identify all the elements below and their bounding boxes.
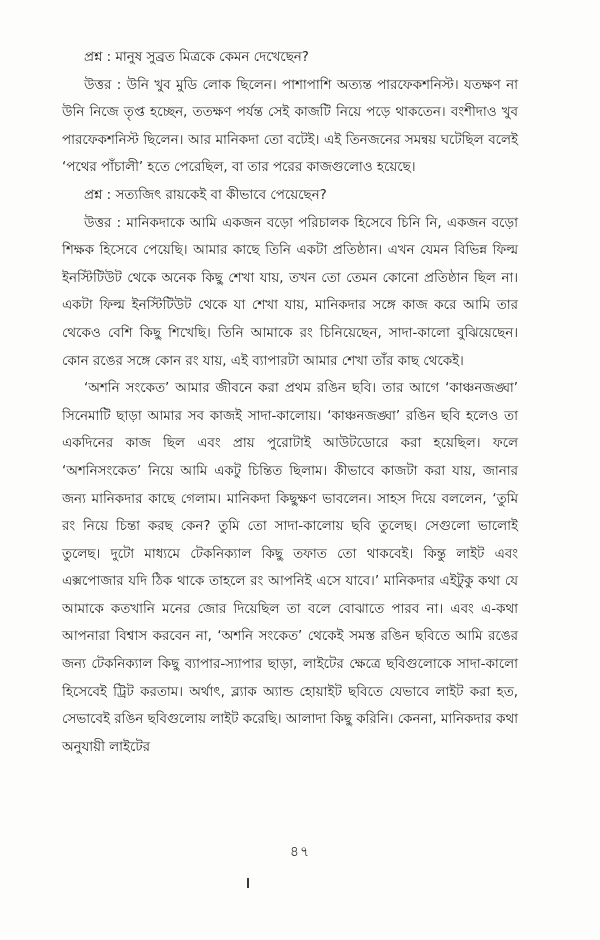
- question-paragraph: প্রশ্ন : সত্যজিৎ রায়কেই বা কীভাবে পেয়েছেন?: [84, 187, 327, 203]
- answer-paragraph: উত্তর : মানিকদাকে আমি একজন বড়ো পরিচালক হিসেবে চিনি নি, একজন বড়ো শিক্ষক হিসেবে পেয়েছি। আমার কাছে তিনি একটা প্রতিষ্ঠান। এখন যেমন বিভিন্ন ফিল্ম ইনস্টিটিউট থেকে অনেক কিছু শেখা যায়, তখন তো তেমন কোনো প্রতিষ্ঠান ছিল না। একটা ফিল্ম ইনস্টিটিউট থেকে যা শেখা যায়, মানিকদার সঙ্গে কাজ করে আমি তার থেকেও বেশি কিছু শিখেছি। তিনি আমাকে রং চিনিয়েছেন, সাদা-কালো বুঝিয়েছেন। কোন রঙের সঙ্গে কোন রং যায়, এই ব্যাপারটা আমার শেখা তাঁর কাছ থেকেই।: [62, 215, 518, 369]
- body-text: [62, 44, 518, 761]
- question-paragraph: প্রশ্ন : মানুষ সুব্রত মিত্রকে কেমন দেখেছেন?: [84, 50, 309, 65]
- print-mark: [247, 878, 249, 888]
- answer-paragraph: উত্তর : উনি খুব মুডি লোক ছিলেন। পাশাপাশি অত্যন্ত পারফেকশনিস্ট। যতক্ষণ না উনি নিজে তৃপ্ত হচ্ছেন, ততক্ষণ পর্যন্ত সেই কাজটি নিয়ে পড়ে থাকতেন। বংশীদাও খুব পারফেকশনিস্ট ছিলেন। আর মানিকদা তো বটেই। এই তিনজনের সমন্বয় ঘটেছিল বলেই ‘পথের পাঁচালী’ হতে পেরেছিল, বা তার পরের কাজগুলোও হয়েছে।: [62, 77, 518, 176]
- page-number: ৪৭: [289, 844, 311, 860]
- body-paragraph: ‘অশনি সংকেত’ আমার জীবনে করা প্রথম রঙিন ছবি। তার আগে ‘কাঞ্চনজঙ্ঘা’ সিনেমাটি ছাড়া আমার সব কাজই সাদা-কালোয়। ‘কাঞ্চনজঙ্ঘা’ রঙিন ছবি হলেও তা একদিনের কাজ ছিল এবং প্রায় পুরোটাই আউটডোরে করা হয়েছিল। ফলে ‘অশনিসংকেত’ নিয়ে আমি একটু চিন্তিত ছিলাম। কীভাবে কাজটা করা যায়, জানার জন্য মানিকদার কাছে গেলাম। মানিকদা কিছুক্ষণ ভাবলেন। সাহস দিয়ে বললেন, ‘তুমি রং নিয়ে চিন্তা করছ কেন? তুমি তো সাদা-কালোয় ছবি তুলেছ। সেগুলো ভালোই তুলেছ। দুটো মাধ্যমে টেকনিক্যাল কিছু তফাত তো থাকবেই। কিন্তু লাইট এবং এক্সপোজার যদি ঠিক থাকে তাহলে রং আপনিই এসে যাবে।’ মানিকদার এইটুকু কথা যে আমাকে কতখানি মনের জোর দিয়েছিল তা বলে বোঝাতে পারব না। এবং এ-কথা আপনারা বিশ্বাস করবেন না, ‘অশনি সংকেত’ থেকেই সমস্ত রঙিন ছবিতে আমি রঙের জন্য টেকনিক্যাল কিছু ব্যাপার-স্যাপার ছাড়া, লাইটের ক্ষেত্রে ছবিগুলোকে সাদা-কালো হিসেবেই ট্রিট করতাম। অর্থাৎ, ব্ল্যাক অ্যান্ড হোয়াইট ছবিতে যেভাবে লাইট করা হত, সেভাবেই রঙিন ছবিগুলোয় লাইট করেছি। আলাদা কিছু করিনি। কেননা, মানিকদার কথা অনুযায়ী লাইটের: [62, 381, 518, 755]
